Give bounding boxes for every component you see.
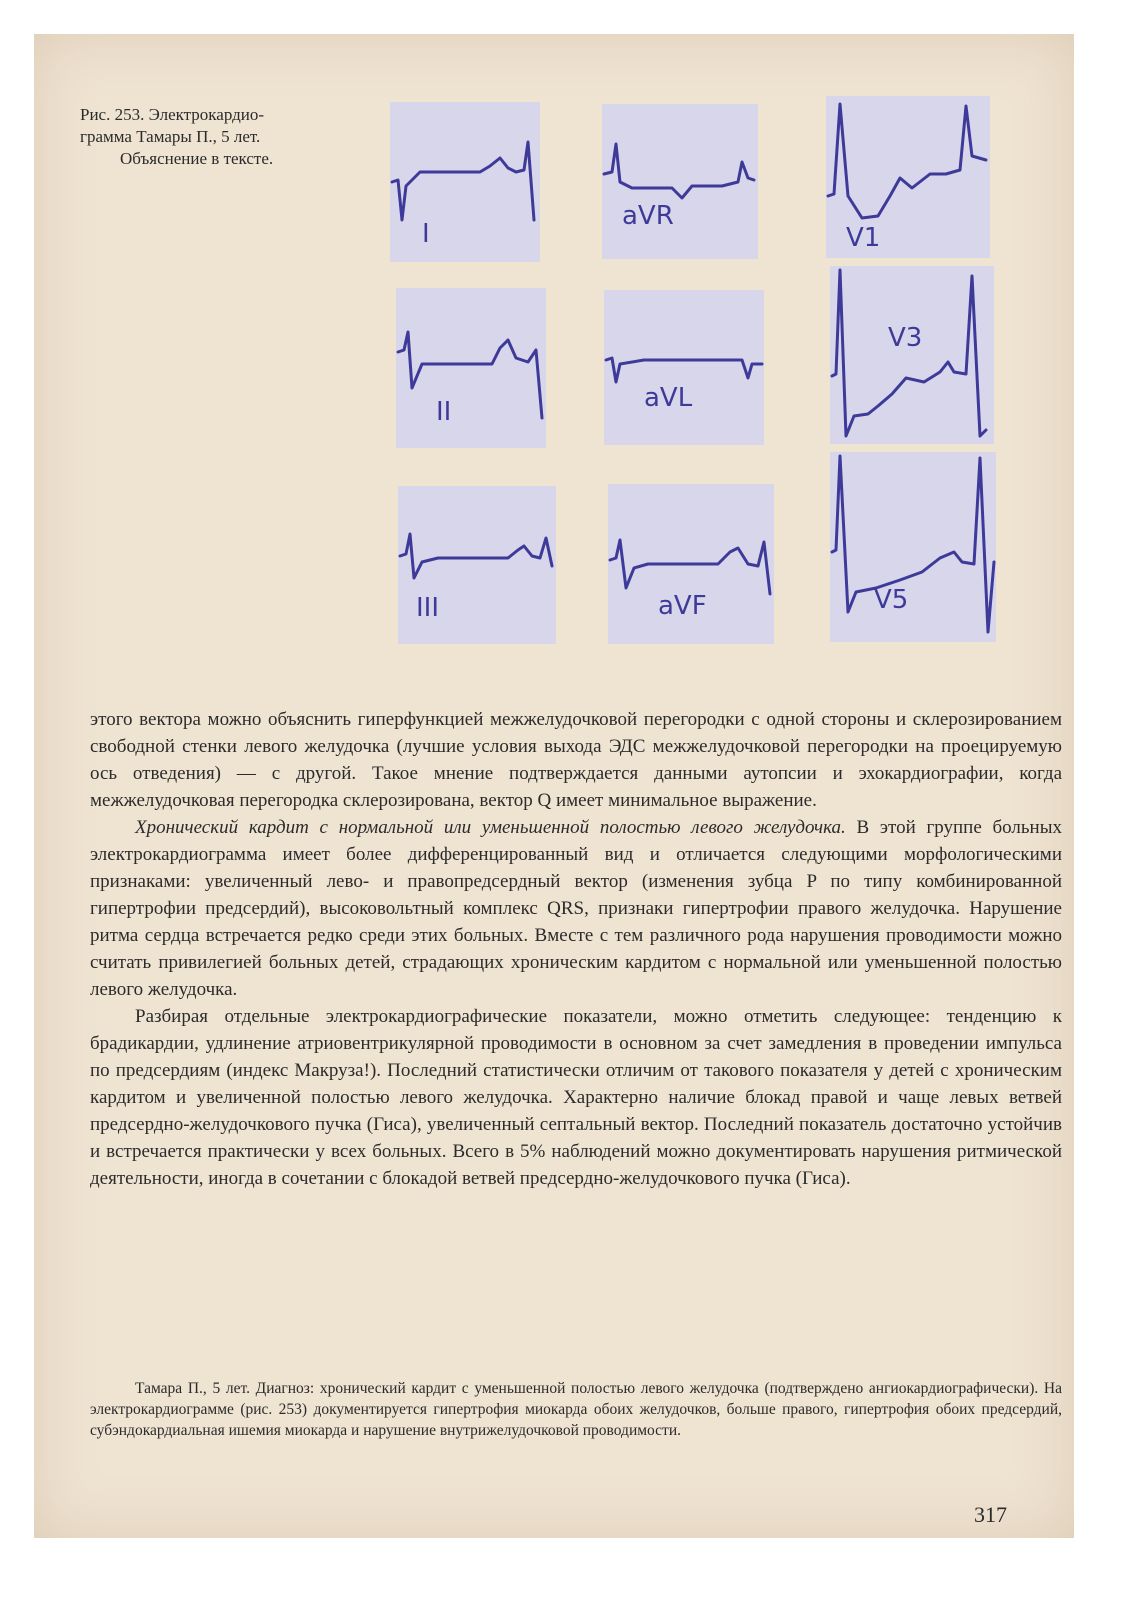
lead-label: aVF xyxy=(658,591,707,621)
page-number: 317 xyxy=(974,1502,1007,1527)
figure-caption xyxy=(80,104,390,170)
ecg-lead-v3 xyxy=(830,266,994,444)
lead-label: V1 xyxy=(846,223,881,253)
lead-label: V3 xyxy=(888,323,923,353)
lead-label: I xyxy=(422,219,430,249)
ecg-lead-avr xyxy=(602,104,758,259)
paragraph-2-text: В этой группе больных электрокардиограмма имеет более дифференцированный вид и отличается следующими морфологическими признаками: увеличенный лево- и правопредсердный вектор (изменения зубца P по типу комбинированной гипертрофии предсердий), высоковольтный комплекс QRS, признаки гипертрофии правого желудочка. Нарушение ритма сердца встречается редко среди этих больных. Вместе с тем различного рода нарушения проводимости можно считать привилегией больных детей, страдающих хроническим кардитом с нормальной или уменьшенной полостью левого желудочка. xyxy=(90,817,1062,1000)
lead-label: II xyxy=(436,397,452,427)
lead-label: aVL xyxy=(644,383,693,413)
section-heading: Хронический кардит с нормальной или уменьшенной полостью левого желудочка. xyxy=(135,817,846,838)
lead-label: V5 xyxy=(874,585,909,615)
paragraph-3: Разбирая отдельные электрокардиографические показатели, можно отметить следующее: тенденцию к брадикардии, удлинение атриовентрикулярной проводимости в основном за счет замедления в проведении импульса по предсердиям (индекс Макруза!). Последний статистически отличим от такового показателя у детей с хроническим кардитом и увеличенной полостью левого желудочка. Характерно наличие блокад правой и чаще левых ветвей предсердно-желудочкового пучка (Гиса), увеличенный септальный вектор. Последний показатель достаточно устойчив и встречается практически у всех больных. Всего в 5% наблюдений можно документировать нарушения ритмической деятельности, иногда в сочетании с блокадой ветвей предсердно-желудочкового пучка (Гиса). xyxy=(90,1006,1062,1189)
lead-label: III xyxy=(416,593,440,623)
main-text xyxy=(90,706,1062,1192)
paragraph-2 xyxy=(90,814,1062,1003)
lead-label: aVR xyxy=(622,201,674,231)
ecg-lead-avl xyxy=(604,290,764,445)
case-note: Тамара П., 5 лет. Диагноз: хронический кардит с уменьшенной полостью левого желудочка (подтверждено ангиокардиографически). На электрокардиограмме (рис. 253) документируется гипертрофия миокарда обоих желудочков, больше правого, гипертрофия обоих предсердий, субэндокардиальная ишемия миокарда и нарушение внутрижелудочковой проводимости. xyxy=(90,1380,1062,1439)
ecg-lead-v5 xyxy=(830,452,996,642)
book-page xyxy=(34,34,1074,1538)
ecg-lead-avf xyxy=(608,484,774,644)
ecg-lead-i xyxy=(390,102,540,262)
ecg-lead-v1 xyxy=(826,96,990,258)
ecg-lead-ii xyxy=(396,288,546,448)
caption-line-3: Объяснение в тексте. xyxy=(120,149,274,168)
paragraph-1: этого вектора можно объяснить гиперфункцией межжелудочковой перегородки с одной стороны и склерозированием свободной стенки левого желудочка (лучшие условия выхода ЭДС межжелудочковой перегородки на проецируемую ось отведения) — с другой. Такое мнение подтверждается данными аутопсии и эхокардиографии, когда межжелудочковая перегородка склерозирована, вектор Q имеет минимальное выражение. xyxy=(90,709,1062,811)
caption-line-2: грамма Тамары П., 5 лет. xyxy=(80,127,261,146)
caption-line-1: Рис. 253. Электрокардио- xyxy=(80,105,265,124)
ecg-lead-iii xyxy=(398,486,556,644)
